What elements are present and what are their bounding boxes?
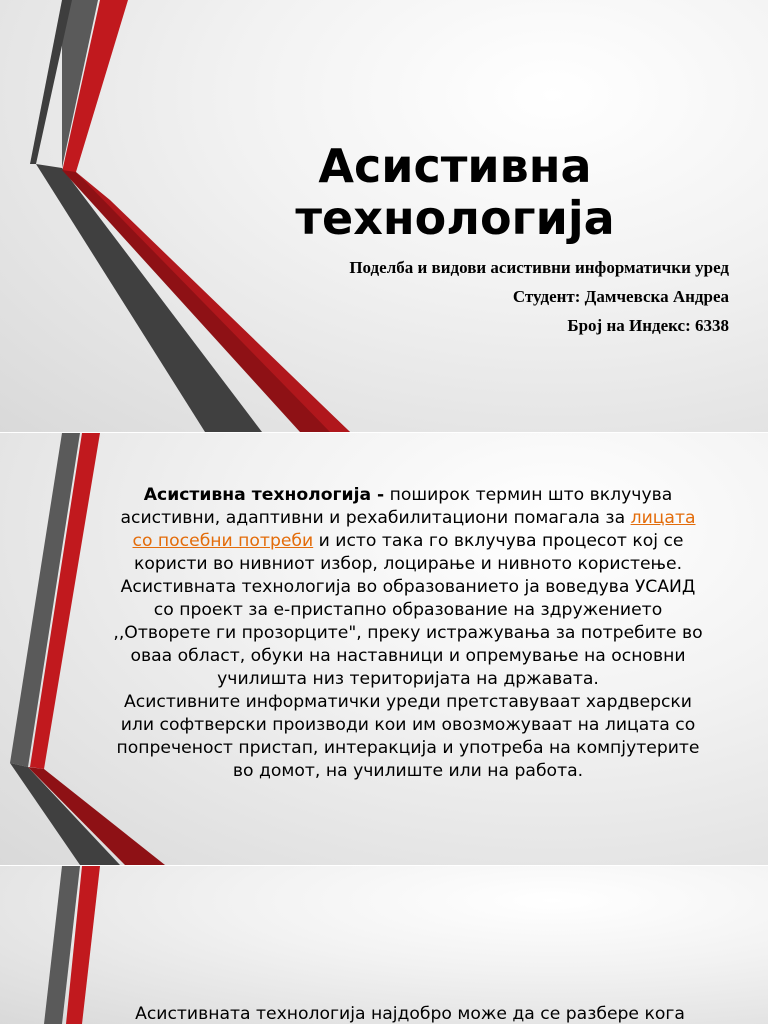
title-slide	[0, 0, 768, 432]
title-line-1: Асистивна	[318, 139, 592, 193]
paragraph-1-text-a: поширок термин што вклучува асистивни, адаптивни и рехабилитациони помагала за	[120, 485, 673, 528]
partial-slide	[0, 866, 768, 1024]
paragraph-3: Асистивните информатички уреди претставуваат хардверски или софтверски производи кои им овозможуваат на лицата со попреченост пристап, интеракција и употреба на компјутерите во домот, на училиште или на работа.	[116, 692, 700, 781]
special-needs-link[interactable]: лицата со посебни потреби	[132, 508, 696, 551]
term-heading: Асистивна технологија -	[143, 485, 385, 505]
subtitle: Поделба и видови асистивни информатички уред	[349, 258, 729, 277]
slide-title	[250, 140, 660, 244]
index-number: Број на Индекс: 6338	[567, 316, 729, 335]
slide-body	[108, 484, 708, 783]
paragraph-1-text-b: и исто така го вклучува процесот кој се користи во нивниот избор, лоцирање и нивното користење.	[133, 531, 684, 574]
student-name: Студент: Дамчевска Андреа	[512, 287, 729, 306]
content-slide	[0, 433, 768, 865]
title-line-2: технологија	[295, 191, 615, 245]
decorative-stripes	[0, 866, 768, 1024]
paragraph-2: Асистивната технологија во образованието ја воведува УСАИД со проект за е-пристапно образование на здружението ,,Отворете ги прозорците", преку истражувања за потребите во оваа област, обуки на наставници и опремување на основни училишта низ територијата на државата.	[113, 577, 703, 689]
slide-text: Асистивната технологија најдобро може да се разбере кога	[135, 1004, 685, 1024]
paragraph-1	[108, 484, 708, 576]
